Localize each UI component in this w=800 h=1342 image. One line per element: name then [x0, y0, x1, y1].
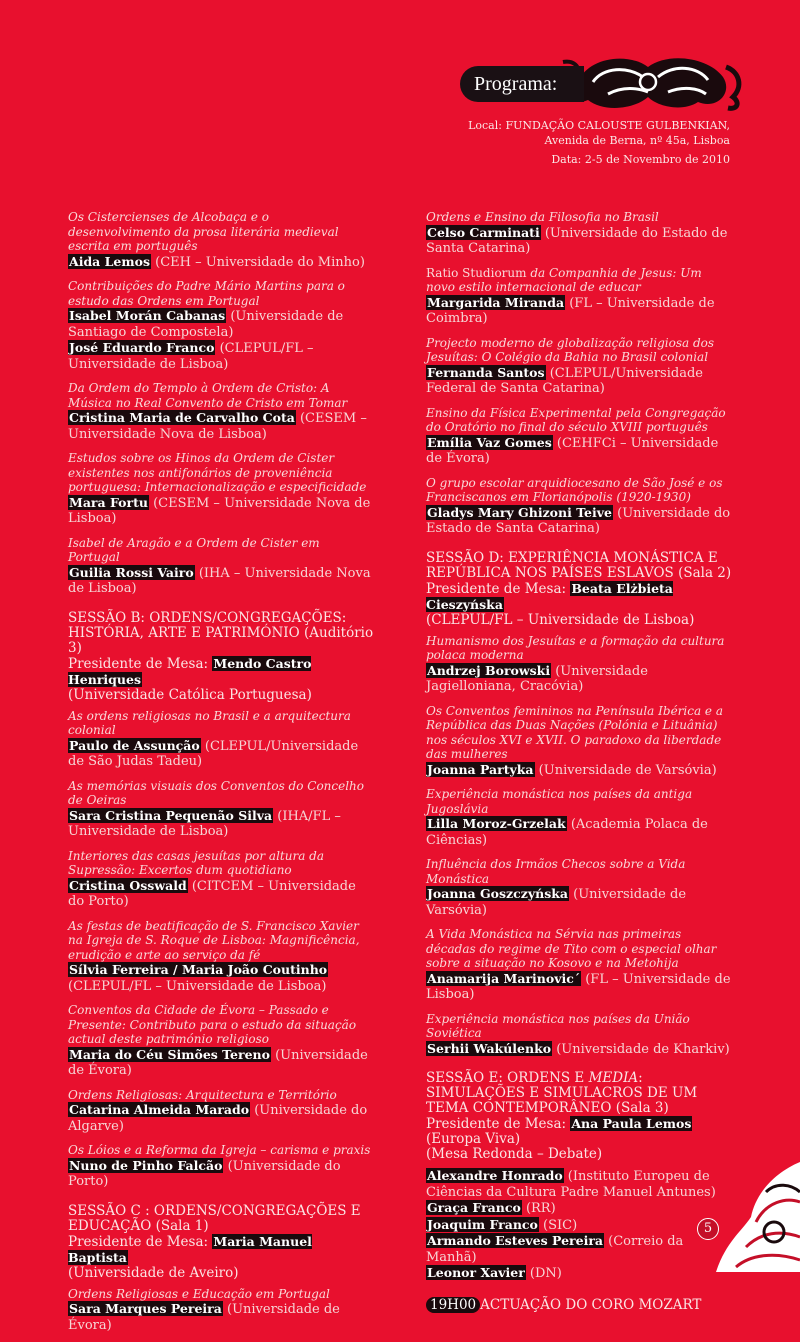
speaker-name: Alexandre Honrado	[427, 1168, 563, 1183]
speaker-affiliation: (FL – Universidade de Lisboa)	[426, 971, 731, 1002]
chair-affiliation: (Europa Viva)	[426, 1131, 521, 1147]
session-title: SESSÃO E: ORDENS E	[426, 1070, 589, 1086]
talk-title: As ordens religiosas no Brasil e a arquitectura colonial	[68, 708, 351, 737]
list-item	[426, 634, 732, 695]
list-item	[426, 704, 732, 779]
speaker-affiliation: (FL – Universidade de Coimbra)	[426, 295, 715, 326]
speaker-affiliation: (RR)	[521, 1201, 556, 1216]
talk-title: Experiência monástica nos países da antiga Jugoslávia	[426, 787, 693, 816]
speaker-name: Andrzej Borowski	[427, 662, 551, 678]
talk-title: Os Lóios e a Reforma da Igreja – carisma e praxis	[68, 1143, 371, 1157]
session-c-header	[68, 1204, 374, 1281]
list-item	[426, 210, 732, 257]
speaker-name: Cristina Osswald	[69, 877, 187, 893]
speaker-name: Isabel Morán Cabanas	[69, 308, 226, 323]
session-title: SESSÃO C : ORDENS/CONGREGAÇÕES E EDUCAÇÃO (Sala 1)	[68, 1202, 361, 1234]
list-item	[426, 857, 732, 918]
speaker-affiliation: (CESEM – Universidade Nova de Lisboa)	[68, 411, 367, 442]
speaker-affiliation: (Universidade de Varsóvia)	[534, 762, 717, 778]
talk-title: Da Ordem do Templo à Ordem de Cristo: A Música no Real Convento de Cristo em Tomar	[68, 381, 348, 410]
talk-title: Projecto moderno de globalização religiosa dos Jesuítas: O Colégio da Bahia no Brasil colonial	[426, 335, 715, 364]
talk-title: As memórias visuais dos Conventos do Concelho de Oeiras	[68, 778, 365, 807]
speaker-affiliation: (Universidade de Santiago de Compostela)	[68, 309, 344, 340]
speaker-affiliation: (Correio da Manhã)	[426, 1234, 684, 1265]
list-item	[426, 927, 732, 1003]
speaker-name: Paulo de Assunção	[69, 737, 200, 753]
session-e-header	[426, 1071, 732, 1162]
talk-title: Os Cistercienses de Alcobaça e o desenvolvimento da prosa literária medieval escrita em português	[68, 210, 339, 253]
talk-title: Interiores das casas jesuítas por altura da Supressão: Excertos dum quotidiano	[68, 848, 325, 877]
speaker-name: Sara Cristina Pequenão Silva	[69, 807, 273, 823]
speaker-name: Mara Fortu	[69, 494, 148, 510]
speaker-name: Joaquim Franco	[427, 1216, 538, 1232]
panelist-list	[426, 1168, 732, 1282]
speaker-affiliation: (Universidade de Évora)	[68, 1047, 368, 1078]
speaker-name: Aida Lemos	[69, 253, 150, 269]
list-item	[68, 1287, 374, 1334]
speaker-name: Emília Vaz Gomes	[427, 434, 552, 450]
date-text: Data: 2-5 de Novembro de 2010	[551, 153, 730, 166]
talk-title: Humanismo dos Jesuítas e a formação da cultura polaca moderna	[426, 633, 725, 662]
list-item	[426, 406, 732, 467]
speaker-name: Guilia Rossi Vairo	[69, 564, 194, 580]
speaker-affiliation: (Universidade do Estado de Santa Catarina)	[426, 505, 731, 536]
closing-event	[426, 1298, 732, 1314]
closing-event-text: ACTUAÇÃO DO CORO MOZART	[480, 1296, 702, 1313]
chair-label: Presidente de Mesa:	[68, 1233, 213, 1250]
talk-title: Influência dos Irmãos Checos sobre a Vida Monástica	[426, 857, 686, 886]
speaker-name: Celso Carminati	[427, 224, 540, 240]
talk-title: Contribuições do Padre Mário Martins para o estudo das Ordens em Portugal	[68, 279, 345, 308]
list-item	[68, 1003, 374, 1079]
speaker-affiliation: (CITCEM – Universidade do Porto)	[68, 878, 356, 909]
chair-affiliation: (CLEPUL/FL – Universidade de Lisboa)	[426, 611, 695, 628]
speaker-affiliation: (Universidade de Évora)	[68, 1302, 340, 1333]
speaker-name: Joanna Partyka	[427, 761, 534, 777]
talk-title: Conventos da Cidade de Évora – Passado e Presente: Contributo para o estudo da situação actual deste património religioso	[68, 1003, 357, 1046]
chair-name: Ana Paula Lemos	[571, 1116, 692, 1131]
speaker-name: Joanna Goszczyńska	[427, 886, 568, 901]
left-column	[68, 210, 374, 1342]
talk-title: Experiência monástica nos países da União Soviética	[426, 1011, 690, 1040]
speaker-affiliation: (CLEPUL/FL – Universidade de Lisboa)	[68, 341, 314, 372]
talk-title: Ordens e Ensino da Filosofia no Brasil	[426, 210, 659, 224]
speaker-affiliation: (Universidade do Estado de Santa Catarina)	[426, 225, 728, 256]
talk-title: As festas de beatificação de S. Francisco Xavier na Igreja de S. Roque de Lisboa: Magnificência, erudição e arte ao serviço da fé	[68, 918, 360, 962]
talk-title: Isabel de Aragão e a Ordem de Cister em Portugal	[68, 535, 320, 564]
speaker-affiliation: (CLEPUL/Universidade de São Judas Tadeu)	[68, 738, 359, 769]
speaker-affiliation: (Universidade do Algarve)	[68, 1103, 368, 1134]
speaker-name: Margarida Miranda	[427, 294, 565, 310]
right-column	[426, 210, 732, 1313]
session-title: SESSÃO B: ORDENS/CONGREGAÇÕES: HISTÓRIA, ARTE E PATRIMÓNIO (Auditório 3)	[68, 609, 374, 656]
chair-label: Presidente de Mesa:	[426, 580, 571, 597]
list-item	[68, 709, 374, 770]
address-text: Avenida de Berna, nº 45a, Lisboa	[544, 134, 730, 147]
time-badge: 19H00	[426, 1297, 480, 1313]
speaker-affiliation: (Universidade de Varsóvia)	[426, 887, 687, 918]
speaker-affiliation: (Universidade Jagielloniana, Cracóvia)	[426, 663, 648, 694]
talk-title: Ordens Religiosas e Educação em Portugal	[68, 1286, 330, 1301]
chair-affiliation: (Universidade Católica Portuguesa)	[68, 686, 312, 703]
list-item	[426, 336, 732, 397]
speaker-name: Leonor Xavier	[427, 1265, 525, 1280]
speaker-affiliation: (CLEPUL/Universidade Federal de Santa Catarina)	[426, 365, 703, 396]
speaker-name: Nuno de Pinho Falcão	[69, 1157, 223, 1173]
talk-title: Ordens Religiosas: Arquitectura e Território	[68, 1087, 337, 1102]
roundtable-label: (Mesa Redonda – Debate)	[426, 1146, 603, 1162]
speaker-name: Anamarija Marinovic´	[427, 970, 581, 986]
chair-name: Maria Manuel Baptista	[68, 1233, 312, 1265]
list-item	[68, 919, 374, 995]
speaker-affiliation: (IHA/FL – Universidade de Lisboa)	[68, 808, 341, 839]
speaker-affiliation: (IHA – Universidade Nova de Lisboa)	[68, 565, 371, 596]
speaker-name: Cristina Maria de Carvalho Cota	[69, 410, 295, 425]
speaker-affiliation: (Universidade do Porto)	[68, 1158, 341, 1189]
list-item	[68, 536, 374, 597]
list-item	[68, 210, 374, 270]
chair-name: Beata Elżbieta Cieszyńska	[426, 580, 673, 612]
session-title: SESSÃO D: EXPERIÊNCIA MONÁSTICA E REPÚBLICA NOS PAÍSES ESLAVOS (Sala 2)	[426, 549, 732, 581]
speaker-name: Fernanda Santos	[427, 364, 545, 380]
speaker-name: Lilla Moroz-Grzelak	[427, 816, 566, 831]
list-item	[68, 779, 374, 840]
session-b-header	[68, 611, 374, 703]
list-item	[426, 476, 732, 537]
list-item	[68, 849, 374, 910]
session-title-rest: : SIMULAÇÕES E SIMULACROS DE UM TEMA CONTEMPORÂNEO (Sala 3)	[426, 1070, 698, 1116]
speaker-affiliation: (CEHFCi – Universidade de Évora)	[426, 435, 719, 466]
talk-title: Ensino da Física Experimental pela Congregação do Oratório no final do século XVIII português	[426, 405, 726, 434]
speaker-name: Serhii Wakúlenko	[427, 1040, 552, 1056]
speaker-affiliation: (CEH – Universidade do Minho)	[150, 254, 365, 270]
chair-affiliation: (Universidade de Aveiro)	[68, 1264, 239, 1281]
speaker-affiliation: (Instituto Europeu de Ciências da Cultura Padre Manuel Antunes)	[426, 1169, 716, 1200]
list-item	[426, 1012, 732, 1058]
programa-label: Programa:	[460, 66, 584, 102]
speaker-affiliation: (CLEPUL/FL – Universidade de Lisboa)	[68, 978, 327, 994]
speaker-name: Armando Esteves Pereira	[427, 1233, 604, 1248]
speaker-affiliation: (Universidade de Kharkiv)	[552, 1041, 730, 1057]
speaker-name: Sara Marques Pereira	[69, 1301, 222, 1316]
speaker-name: Catarina Almeida Marado	[69, 1102, 250, 1117]
talk-title: Os Conventos femininos na Península Ibérica e a República das Duas Nações (Polónia e Lituânia) nos séculos XVI e XVII. O paradoxo da liberdade das mulheres	[426, 703, 724, 761]
talk-title-roman: Ratio Studiorum	[426, 265, 531, 280]
talk-title: O grupo escolar arquidiocesano de São José e os Franciscanos em Florianópolis (1920-1930)	[426, 475, 723, 504]
talk-title: Estudos sobre os Hinos da Ordem de Cister existentes nos antifonários de proveniência portuguesa: Internacionalização e especificidade	[68, 451, 367, 494]
speaker-name: José Eduardo Franco	[69, 340, 215, 355]
talk-title: da Companhia de Jesus: Um novo estilo internacional de educar	[426, 265, 702, 294]
list-item	[68, 279, 374, 372]
list-item	[68, 1088, 374, 1135]
list-item	[426, 266, 732, 327]
corner-ornament-graphic	[696, 1162, 800, 1272]
speaker-affiliation: (Academia Polaca de Ciências)	[426, 817, 708, 848]
talk-title: A Vida Monástica na Sérvia nas primeiras décadas do regime de Tito com o especial olhar sobre a situação no Kosovo e na Metohija	[426, 927, 717, 970]
speaker-affiliation: (SIC)	[538, 1217, 578, 1233]
list-item	[426, 787, 732, 848]
chair-label: Presidente de Mesa:	[68, 655, 213, 672]
speaker-name: Graça Franco	[427, 1200, 521, 1215]
venue-text: Local: FUNDAÇÃO CALOUSTE GULBENKIAN,	[468, 119, 730, 132]
page-number: 5	[697, 1218, 719, 1240]
speaker-name: Sílvia Ferreira / Maria João Coutinho	[69, 962, 328, 977]
speaker-affiliation: (CESEM – Universidade Nova de Lisboa)	[68, 495, 371, 526]
chair-name: Mendo Castro Henriques	[68, 655, 312, 687]
speaker-name: Gladys Mary Ghizoni Teive	[427, 504, 612, 520]
session-d-header	[426, 551, 732, 628]
session-title-media: MEDIA	[588, 1070, 639, 1086]
chair-label: Presidente de Mesa:	[426, 1116, 571, 1132]
list-item	[68, 1143, 374, 1190]
speaker-affiliation: (DN)	[525, 1266, 562, 1281]
speaker-name: Maria do Céu Simões Tereno	[69, 1046, 270, 1062]
list-item	[68, 451, 374, 527]
list-item	[68, 381, 374, 442]
